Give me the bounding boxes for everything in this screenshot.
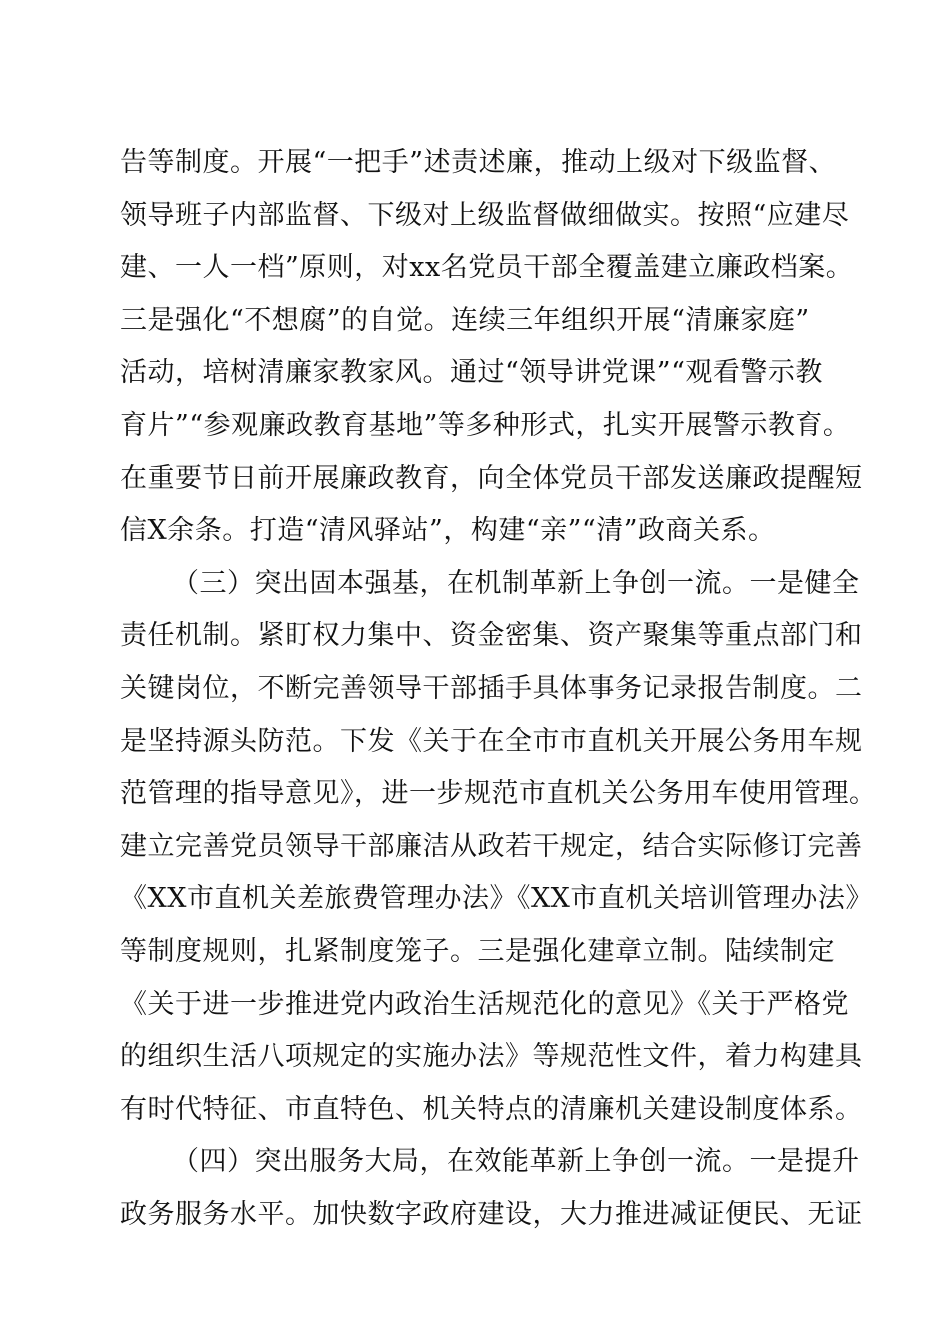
section-heading-line: （三）突出固本强基，在机制革新上争创一流。一是健全	[172, 567, 860, 599]
text-line: 在重要节日前开展廉政教育，向全体党员干部发送廉政提醒短	[120, 462, 863, 494]
text-line: 三是强化“不想腐”的自觉。连续三年组织开展“清廉家庭”	[120, 304, 810, 336]
text-line: 的组织生活八项规定的实施办法》等规范性文件，着力构建具	[120, 1041, 863, 1073]
text-line: 活动，培树清廉家教家风。通过“领导讲党课”“观看警示教	[120, 357, 823, 389]
document-body	[120, 137, 877, 1241]
text-line: 是坚持源头防范。下发《关于在全市市直机关开展公务用车规	[120, 725, 863, 757]
text-line: 建、一人一档”原则，对xx名党员干部全覆盖建立廉政档案。	[120, 252, 854, 284]
text-line: 建立完善党员领导干部廉洁从政若干规定，结合实际修订完善	[120, 830, 863, 862]
text-line: 领导班子内部监督、下级对上级监督做细做实。按照“应建尽	[120, 199, 850, 231]
text-line: 《关于进一步推进党内政治生活规范化的意见》《关于严格党	[120, 988, 849, 1020]
section-heading-line: （四）突出服务大局，在效能革新上争创一流。一是提升	[172, 1146, 860, 1178]
text-line: 范管理的指导意见》，进一步规范市直机关公务用车使用管理。	[120, 778, 877, 810]
text-line: 责任机制。紧盯权力集中、资金密集、资产聚集等重点部门和	[120, 620, 863, 652]
text-line: 告等制度。开展“一把手”述责述廉，推动上级对下级监督、	[120, 147, 837, 178]
text-line: 等制度规则，扎紧制度笼子。三是强化建章立制。陆续制定	[120, 935, 835, 967]
text-line: 信X余条。打造“清风驿站”，构建“亲”“清”政商关系。	[120, 515, 776, 547]
text-line: 育片”“参观廉政教育基地”等多种形式，扎实开展警示教育。	[120, 409, 851, 441]
text-line: 有时代特征、市直特色、机关特点的清廉机关建设制度体系。	[120, 1093, 863, 1125]
text-line: 政务服务水平。加快数字政府建设，大力推进减证便民、无证	[120, 1198, 863, 1230]
text-line: 《XX市直机关差旅费管理办法》《XX市直机关培训管理办法》	[120, 883, 873, 915]
text-line: 关键岗位，不断完善领导干部插手具体事务记录报告制度。二	[120, 672, 863, 704]
